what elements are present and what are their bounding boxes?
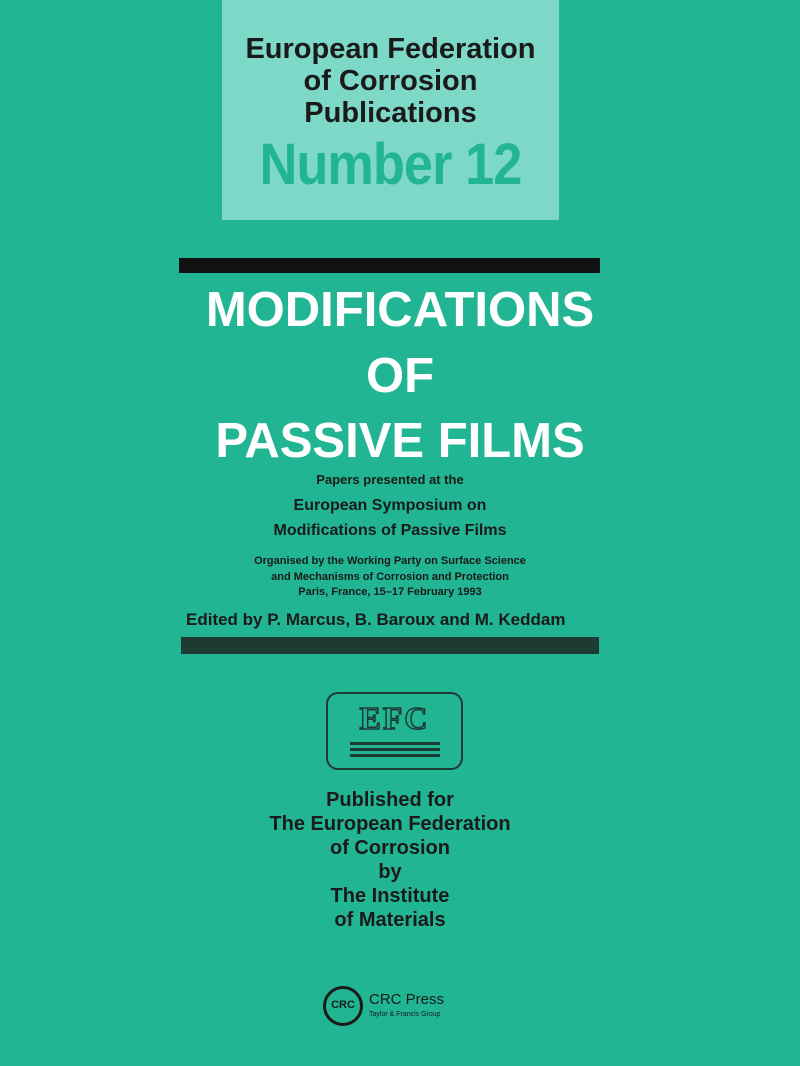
- series-line-1: European Federation: [245, 33, 536, 65]
- logo-fine-print: [350, 742, 440, 745]
- publisher-line-4: by: [378, 861, 402, 883]
- subtitle-line-1: Papers presented at the: [316, 472, 464, 487]
- crc-press-name: CRC Press: [369, 991, 445, 1008]
- subtitle-line-3: Modifications of Passive Films: [273, 522, 507, 539]
- crc-badge-text: CRC: [331, 999, 355, 1011]
- title-line-3: PASSIVE FILMS: [215, 414, 585, 468]
- efc-logo-letters: EFC: [359, 700, 430, 736]
- publisher-line-2: The European Federation: [269, 813, 511, 835]
- series-box: [222, 0, 559, 220]
- publisher-line-5: The Institute: [330, 885, 450, 907]
- organiser-line-1: Organised by the Working Party on Surface Science: [254, 555, 526, 567]
- top-divider-bar: [179, 258, 600, 273]
- series-line-2: of Corrosion: [303, 65, 478, 97]
- publisher-line-3: of Corrosion: [330, 837, 450, 859]
- organiser-line-2: and Mechanisms of Corrosion and Protection: [271, 571, 509, 583]
- title-line-2: OF: [365, 349, 435, 403]
- editors: Edited by P. Marcus, B. Baroux and M. Keddam: [186, 610, 566, 629]
- publisher-line-1: Published for: [326, 789, 454, 811]
- efc-logo: [326, 692, 463, 770]
- series-number: Number 12: [259, 132, 522, 197]
- organiser-line-3: Paris, France, 15–17 February 1993: [298, 586, 482, 598]
- logo-fine-print: [350, 754, 440, 757]
- logo-fine-print: [350, 748, 440, 751]
- series-line-3: Publications: [304, 97, 477, 129]
- publisher-line-6: of Materials: [334, 909, 446, 931]
- subtitle-line-2: European Symposium on: [293, 497, 487, 514]
- crc-press-tagline: Taylor & Francis Group: [369, 1011, 441, 1018]
- title-line-1: MODIFICATIONS: [205, 283, 595, 337]
- crc-logo-icon: [323, 986, 363, 1026]
- bottom-divider-bar: [181, 637, 599, 654]
